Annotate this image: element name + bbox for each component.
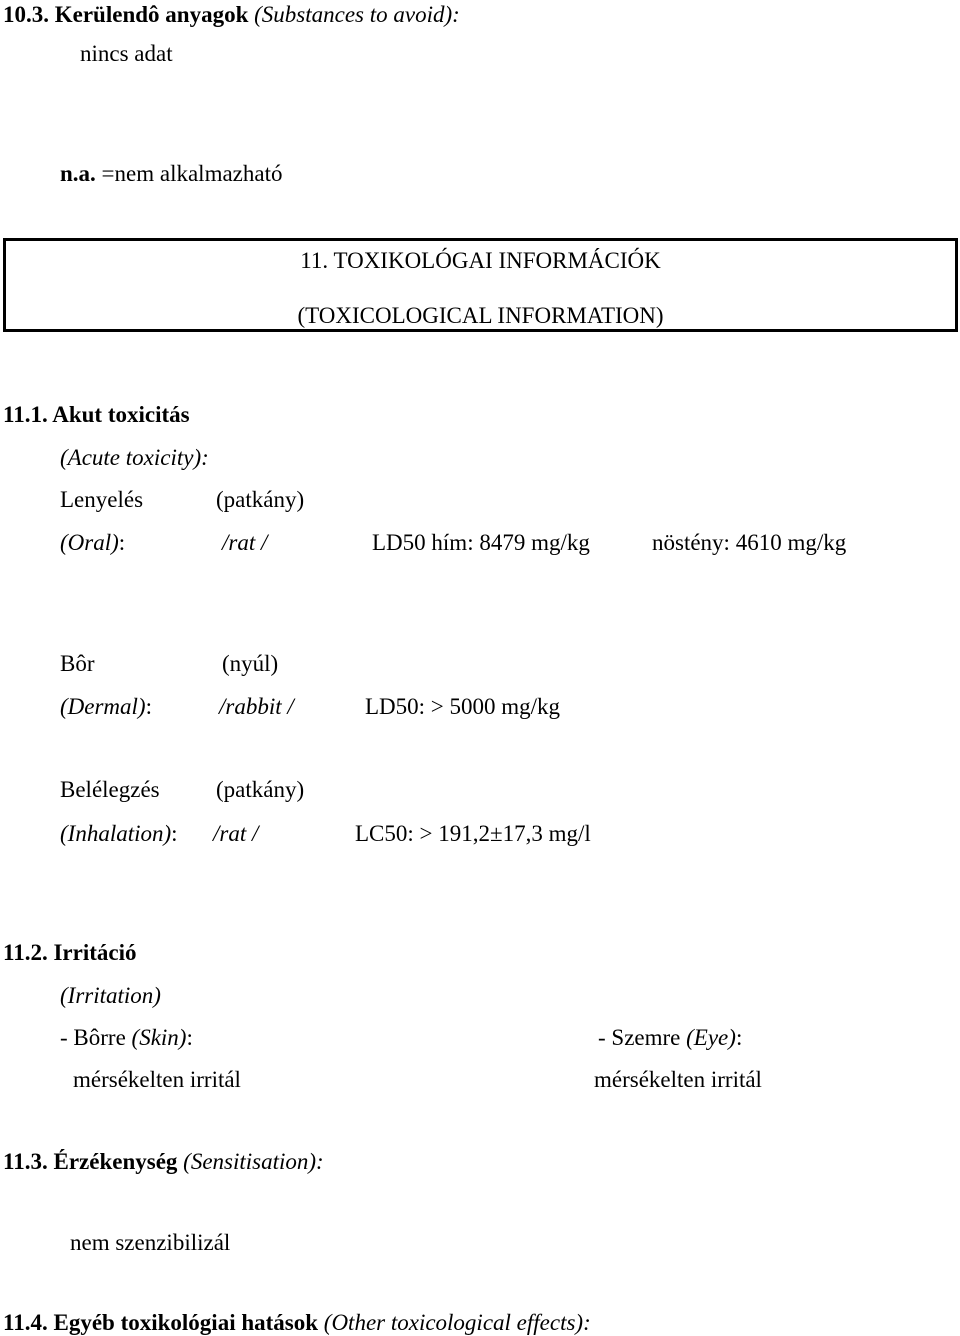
oral-value-female: nöstény: 4610 mg/kg bbox=[652, 530, 847, 555]
section-number: 11.3. bbox=[3, 1149, 54, 1174]
section-11-title: 11. TOXIKOLÓGAI INFORMÁCIÓK bbox=[300, 248, 661, 273]
inhalation-value: LC50: > 191,2±17,3 mg/l bbox=[355, 821, 591, 846]
inhalation-species-hu: (patkány) bbox=[216, 777, 305, 802]
abbreviation: n.a. bbox=[60, 161, 96, 186]
section-number: 11.1. bbox=[3, 402, 53, 427]
section-11-subtitle: (TOXICOLOGICAL INFORMATION) bbox=[297, 303, 664, 328]
oral-species-hu: (patkány) bbox=[216, 487, 305, 512]
abbreviation-meaning: =nem alkalmazható bbox=[95, 161, 283, 186]
section-title: Egyéb toxikológiai hatások bbox=[53, 1310, 319, 1335]
section-title-en: (Acute toxicity): bbox=[60, 445, 209, 470]
inhalation-species-en: /rat / bbox=[213, 821, 259, 846]
section-title-en: (Irritation) bbox=[60, 983, 161, 1008]
skin-value: mérsékelten irritál bbox=[73, 1067, 241, 1092]
oral-label-hu: Lenyelés bbox=[60, 487, 144, 512]
section-number: 10.3. bbox=[3, 2, 55, 27]
eye-label: - Szemre (Eye): bbox=[598, 1025, 743, 1050]
section-11-header-box bbox=[3, 238, 958, 332]
section-11-1-heading bbox=[3, 403, 190, 426]
section-11-4-heading bbox=[3, 1311, 591, 1334]
dermal-species-hu: (nyúl) bbox=[222, 651, 279, 676]
dermal-value: LD50: > 5000 mg/kg bbox=[365, 694, 561, 719]
sensitisation-value: nem szenzibilizál bbox=[70, 1230, 231, 1255]
section-title: Kerülendô anyagok bbox=[54, 2, 249, 27]
substances-value: nincs adat bbox=[80, 41, 173, 66]
section-11-3-heading bbox=[3, 1150, 324, 1173]
section-title-en: (Substances to avoid): bbox=[248, 2, 460, 27]
abbreviation-note bbox=[60, 162, 282, 185]
section-number: 11.2. bbox=[3, 940, 54, 965]
inhalation-label-en: (Inhalation): bbox=[60, 821, 178, 846]
section-title-en: (Sensitisation): bbox=[177, 1149, 324, 1174]
section-title-en: (Other toxicological effects): bbox=[318, 1310, 591, 1335]
dermal-label-hu: Bôr bbox=[60, 651, 95, 676]
section-title: Akut toxicitás bbox=[52, 402, 190, 427]
section-title: Érzékenység bbox=[53, 1149, 178, 1174]
eye-value: mérsékelten irritál bbox=[594, 1067, 762, 1092]
section-number: 11.4. bbox=[3, 1310, 54, 1335]
dermal-label-en: (Dermal): bbox=[60, 694, 152, 719]
inhalation-label-hu: Belélegzés bbox=[60, 777, 160, 802]
oral-value-male: LD50 hím: 8479 mg/kg bbox=[372, 530, 590, 555]
skin-label: - Bôrre (Skin): bbox=[60, 1025, 193, 1050]
section-10-3-heading bbox=[3, 3, 460, 26]
section-title: Irritáció bbox=[53, 940, 137, 965]
oral-label-en: (Oral): bbox=[60, 530, 126, 555]
dermal-species-en: /rabbit / bbox=[219, 694, 294, 719]
oral-species-en: /rat / bbox=[222, 530, 268, 555]
section-11-2-heading bbox=[3, 941, 137, 964]
